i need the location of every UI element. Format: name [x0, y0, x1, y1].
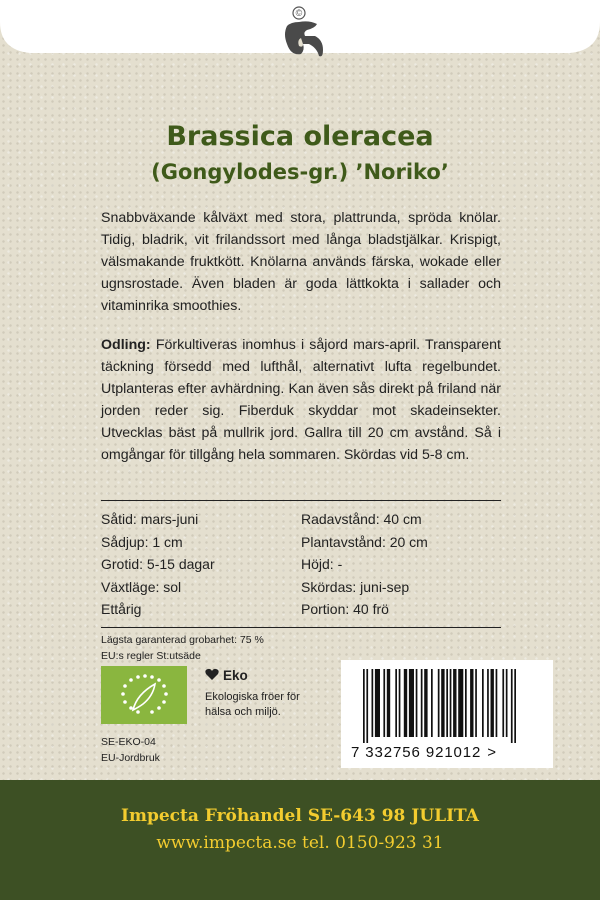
spec-location: Växtläge: sol	[101, 578, 182, 595]
spec-sowing-time: Såtid: mars-juni	[101, 511, 199, 527]
barcode-bar	[465, 669, 467, 737]
barcode-digits-row	[351, 744, 551, 761]
spec-lifecycle: Ettårig	[101, 601, 142, 617]
barcode	[341, 660, 553, 768]
barcode-bar	[470, 669, 473, 737]
barcode-bar	[409, 669, 414, 737]
barcode-bar	[438, 669, 440, 737]
barcode-bar	[502, 669, 504, 737]
spec-portion: Portion: 40 frö	[301, 601, 389, 617]
cultivation-label: Odling:	[101, 337, 151, 353]
barcode-bars	[363, 669, 535, 743]
barcode-bar	[416, 669, 418, 737]
barcode-bar	[487, 669, 489, 737]
eko-heading	[205, 667, 325, 684]
certification-origin: EU-Jordbruk	[101, 752, 160, 764]
cultivation-section	[101, 334, 501, 466]
barcode-bar	[424, 669, 427, 737]
footer-website-phone: www.impecta.se tel. 0150-923 31	[156, 833, 444, 853]
eko-label: Eko	[223, 668, 248, 683]
barcode-bar	[450, 669, 452, 737]
certification-code: SE-EKO-04	[101, 736, 156, 748]
barcode-bar	[453, 669, 456, 737]
heart-icon	[205, 667, 219, 684]
variety-subtitle: (Gongylodes-gr.) ’Noriko’	[151, 160, 449, 184]
barcode-arrow: >	[487, 744, 497, 761]
species-title: Brassica oleracea	[166, 121, 434, 152]
barcode-bar	[496, 669, 498, 737]
barcode-digits: 7 332756 921012	[351, 744, 482, 761]
barcode-bar	[431, 669, 433, 737]
barcode-bar	[387, 669, 390, 737]
barcode-bar	[395, 669, 397, 737]
spec-row-spacing: Radavstånd: 40 cm	[301, 511, 422, 527]
spec-height: Höjd: -	[301, 556, 343, 572]
barcode-bar	[458, 669, 463, 737]
barcode-bar	[446, 669, 448, 737]
barcode-bar	[421, 669, 423, 737]
eko-text-line2: hälsa och miljö.	[205, 706, 281, 718]
barcode-bar	[363, 669, 365, 743]
barcode-bar	[375, 669, 380, 737]
description-text: Snabbväxande kålväxt med stora, plattrunda, spröda knölar. Tidig, bladrik, vit frilandssort med långa bladstjälkar. Krispigt, välsmakande fruktkött. Knölarna används färska, wokade eller ugnsrostade. Även bladen är goda lättkokta i sallader och vitaminrika smoothies.	[101, 210, 501, 314]
cultivation-text: Förkultiveras inomhus i såjord mars-april. Transparent täckning försedd med lufthål, alternativt lufta regelbundet. Utplanteras efter avhärdning. Kan även sås direkt på friland när jorden reder sig. Fiberduk skyddar mot skadeinsekter. Utvecklas bäst på mullrik jord. Gallra till 20 cm avstånd. Så i omgångar för tillgång hela sommaren. Skördas vid 5-8 cm.	[101, 337, 501, 463]
barcode-bar	[372, 669, 374, 737]
copyright-mark: ©	[295, 8, 303, 18]
eu-rules-note: EU:s regler St:utsäde	[101, 650, 201, 662]
barcode-bar	[366, 669, 368, 743]
impecta-logo-icon	[279, 4, 325, 62]
barcode-bar	[383, 669, 385, 737]
barcode-bar	[514, 669, 516, 743]
germination-note: Lägsta garanterad grobarhet: 75 %	[101, 634, 264, 646]
spec-harvest: Skördas: juni-sep	[301, 578, 410, 595]
divider	[101, 500, 501, 501]
spec-germination-time: Grotid: 5-15 dagar	[101, 556, 215, 572]
specs-right-column	[301, 508, 501, 621]
spec-plant-spacing: Plantavstånd: 20 cm	[301, 533, 428, 550]
eko-block	[205, 667, 325, 720]
eu-organic-leaf-icon	[101, 666, 187, 724]
barcode-bar	[506, 669, 508, 737]
barcode-bar	[399, 669, 401, 737]
barcode-bar	[441, 669, 444, 737]
eko-text-line1: Ekologiska fröer för	[205, 691, 300, 703]
specs-left-column	[101, 508, 296, 621]
barcode-bar	[491, 669, 494, 737]
spec-sowing-depth: Sådjup: 1 cm	[101, 533, 183, 550]
barcode-bar	[475, 669, 477, 737]
barcode-bar	[482, 669, 484, 737]
footer-company-address: Impecta Fröhandel SE-643 98 JULITA	[121, 806, 479, 826]
barcode-bar	[511, 669, 513, 743]
barcode-bar	[404, 669, 407, 737]
divider	[101, 627, 501, 628]
